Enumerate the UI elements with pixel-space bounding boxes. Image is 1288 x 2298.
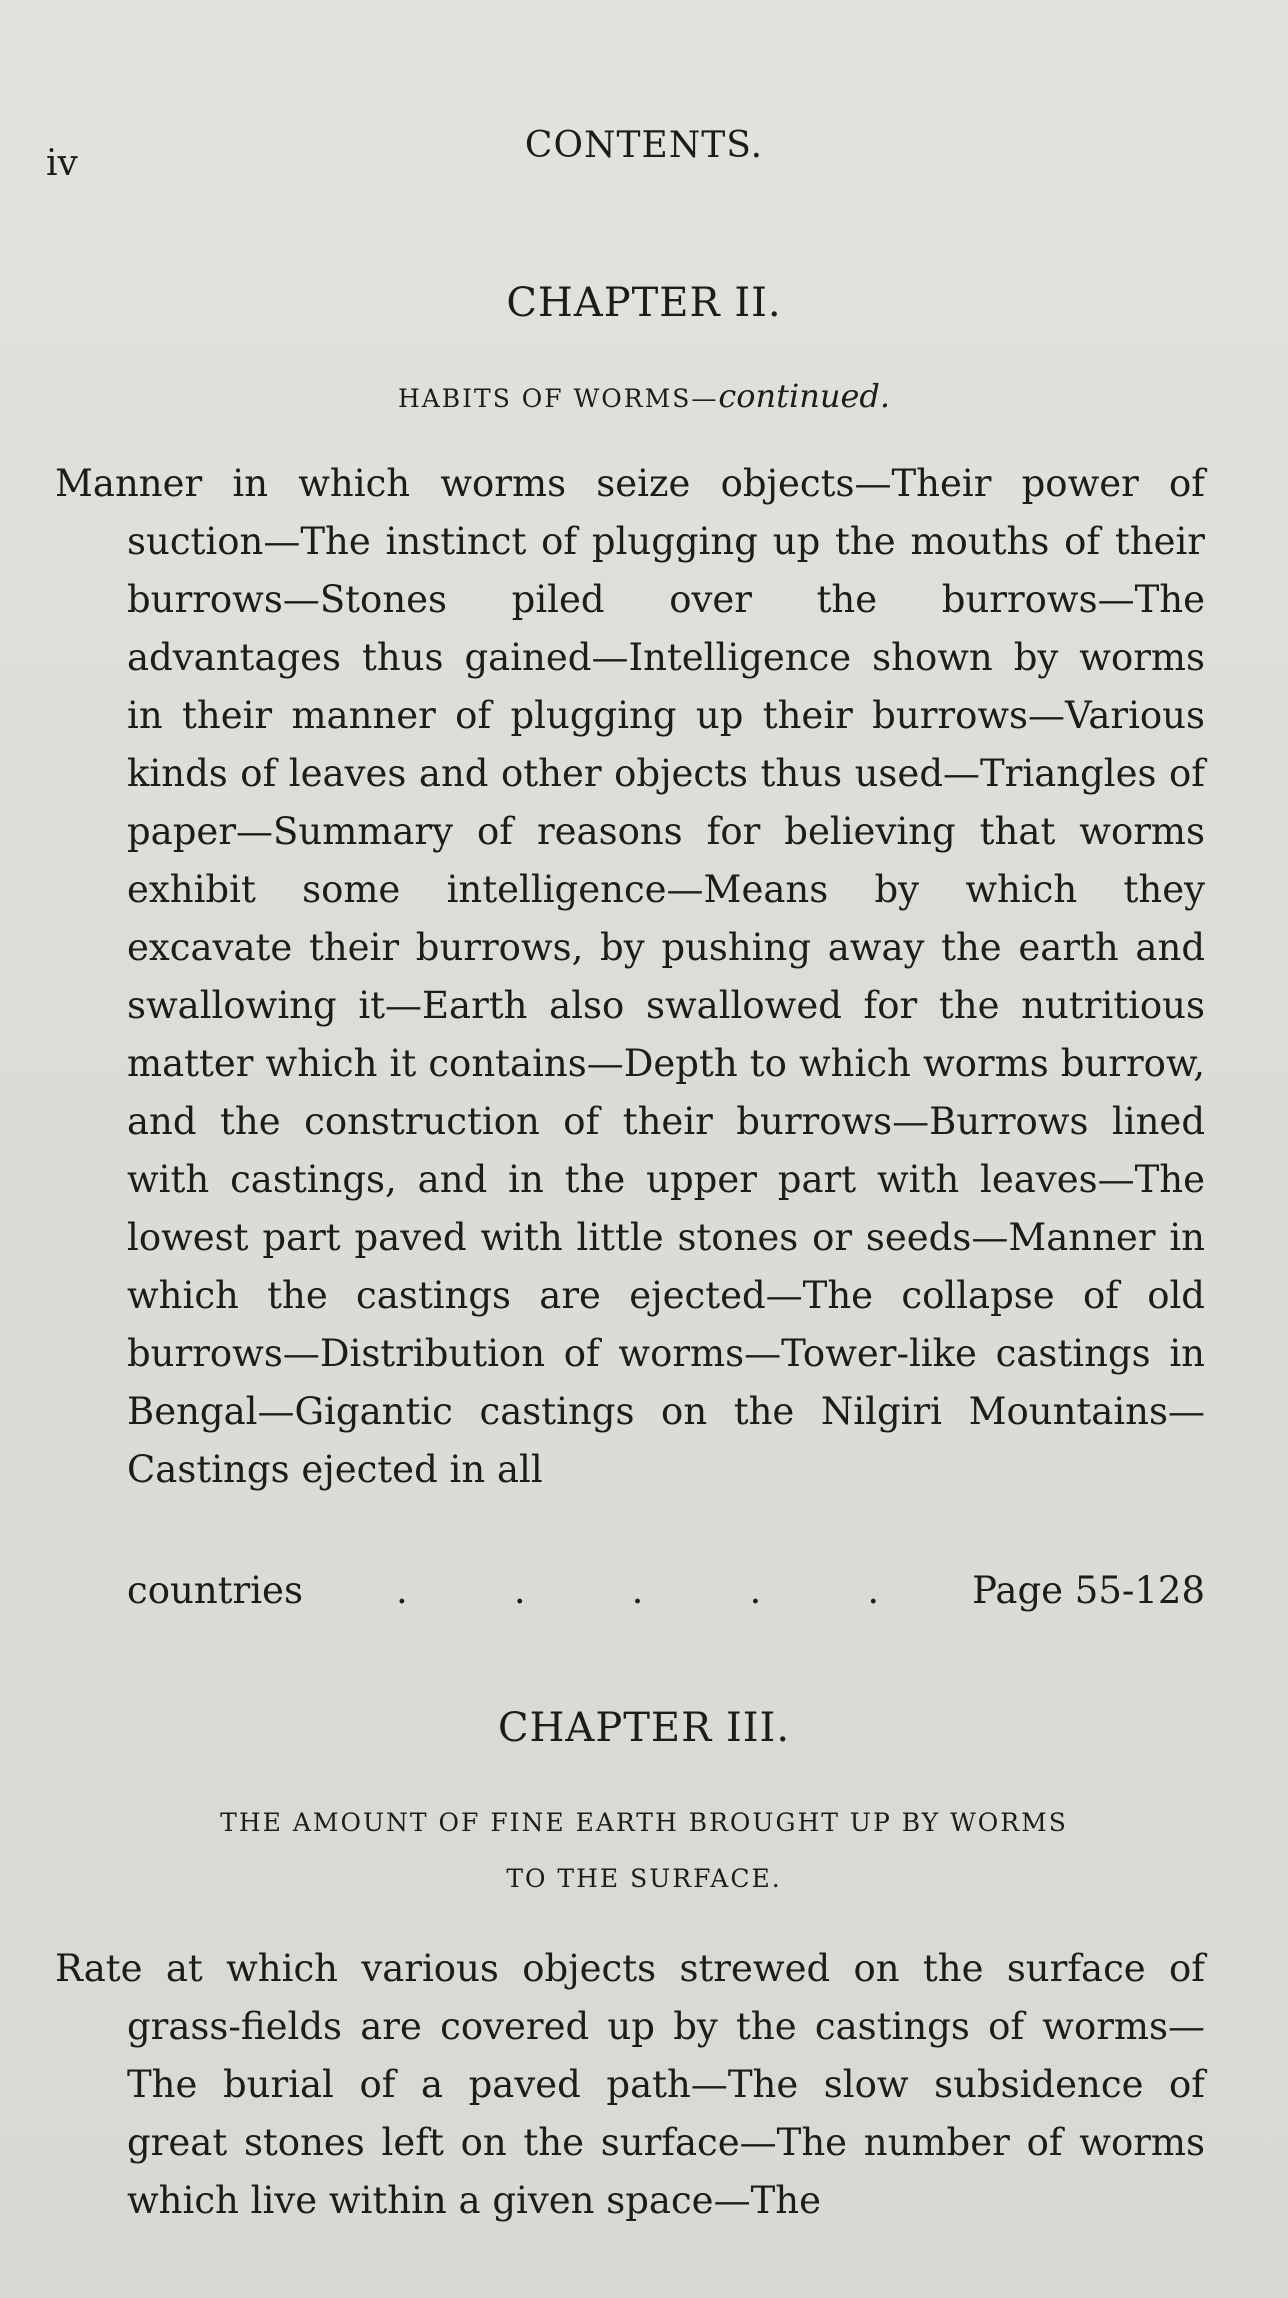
chapter-3-heading: CHAPTER III. — [497, 1705, 791, 1751]
chapter-3-subtitle — [0, 1795, 1288, 1907]
leader-dot: . — [513, 1569, 526, 1612]
leader-dot: . — [631, 1569, 644, 1612]
chapter-2-subtitle-italic: continued. — [718, 377, 891, 415]
leader-dots — [303, 1562, 972, 1620]
running-head — [0, 125, 1288, 185]
chapter-2-subtitle — [0, 368, 1288, 427]
page-number: iv — [46, 143, 78, 184]
chapter-2-summary: Manner in which worms seize objects—Their power of suction—The instinct of plugging up the mouths of their burrows—Stones piled over the burrows—The advantages thus gained—Intelligence shown by worms in their manner of plugging up their burrows—Various kinds of leaves and other objects thus used—Triangles of paper—Summary of reasons for believing that worms exhibit some intelligence—Means by which they excavate their burrows, by pushing away the earth and swallowing it—Earth also swallowed for the nutritious matter which it contains—Depth to which worms burrow, and the construction of their burrows—Burrows lined with castings, and in the upper part with leaves—The lowest part paved with little stones or seeds—Manner in which the castings are ejected—The collapse of old burrows—Distribution of worms—Tower-like castings in Bengal—Gigantic castings on the Nilgiri Mountains—Castings ejected in all — [55, 462, 1205, 1491]
chapter-2-page-ref: Page 55-128 — [972, 1569, 1205, 1612]
chapter-3-subtitle-line-1: THE AMOUNT OF FINE EARTH BROUGHT UP BY WORMS — [220, 1808, 1068, 1837]
chapter-3-summary: Rate at which various objects strewed on the surface of grass-fields are covered up by the castings of worms—The burial of a paved path—The slow subsidence of great stones left on the surface—The number of worms which live within a given space—The — [55, 1947, 1205, 2222]
chapter-2-last-word: countries — [127, 1569, 303, 1612]
chapter-2-subtitle-caps: HABITS OF WORMS— — [397, 384, 719, 413]
chapter-2-summary-end — [127, 1562, 1205, 1620]
running-title: CONTENTS. — [524, 125, 764, 166]
chapter-3-subtitle-line-2: TO THE SURFACE. — [506, 1864, 782, 1893]
leader-dot: . — [749, 1569, 762, 1612]
leader-dot: . — [867, 1569, 880, 1612]
chapter-2-heading: CHAPTER II. — [506, 280, 782, 326]
leader-dot: . — [395, 1569, 408, 1612]
